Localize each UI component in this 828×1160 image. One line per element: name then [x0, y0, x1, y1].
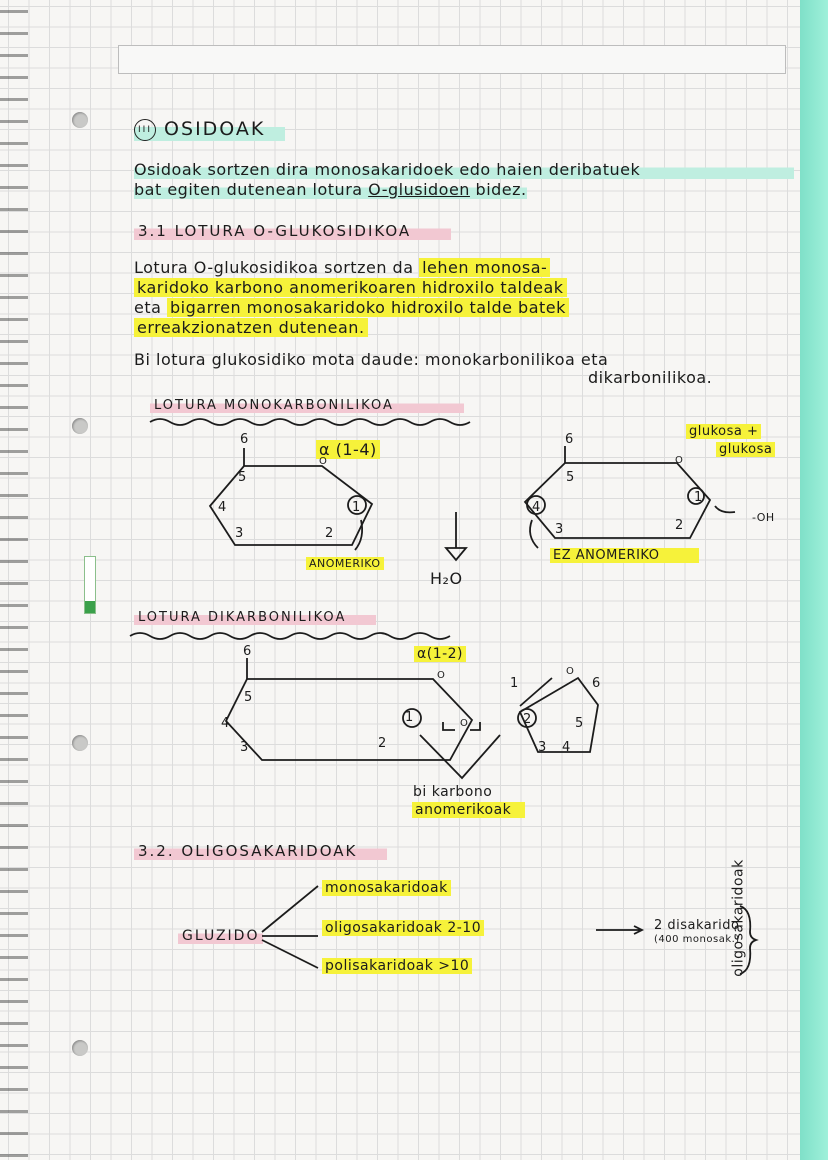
- ring-carbon-label: 2: [675, 518, 684, 533]
- arrow: [596, 926, 642, 934]
- mono-bond-label: α (1-4): [316, 440, 380, 459]
- ring-carbon-label: 3: [235, 526, 244, 541]
- ring-carbon-label: 2: [325, 526, 334, 541]
- oligosaccharide-side-label: oligosakaridoak: [730, 859, 747, 977]
- wavy-underline: [130, 633, 450, 639]
- ring-oxygen-label: O: [566, 666, 574, 677]
- brace: [740, 906, 756, 974]
- ring-carbon-label: 1: [405, 710, 414, 725]
- di-note-1: bi karbono: [413, 784, 493, 800]
- water-label: H₂O: [430, 569, 463, 588]
- para-highlight: karidoko karbono anomerikoaren hidroxilo taldeak: [134, 278, 567, 297]
- ring-carbon-label: 5: [566, 470, 575, 485]
- ring-carbon-label: 1: [694, 490, 703, 505]
- ring-carbon-label: 4: [532, 500, 541, 515]
- ring-carbon-label: 4: [221, 716, 230, 731]
- carbon-1-circle: [688, 488, 704, 504]
- ring-carbon-label: 4: [562, 740, 571, 755]
- hexagon-ring: [226, 679, 472, 760]
- ring-carbon-label: 3: [538, 740, 547, 755]
- anomeric-label: ANOMERIKO: [306, 557, 384, 570]
- mono-heading: LOTURA MONOKARBONILIKOA: [150, 398, 464, 413]
- ring-oxygen-label: O: [319, 456, 327, 467]
- di-note-2: anomerikoak: [412, 802, 525, 818]
- ring-carbon-label: 6: [592, 676, 601, 691]
- section-3-1-heading: 3.1 LOTURA O-GLUKOSIDIKOA: [134, 222, 451, 240]
- gluzido-root: GLUZIDO: [178, 928, 263, 944]
- ring-carbon-label: 5: [244, 690, 253, 705]
- intro-underlined-term: O-glusidoen: [368, 180, 470, 199]
- para-highlight: bigarren monosakaridoko hidroxilo talde batek: [167, 298, 569, 317]
- ring-carbon-label: 6: [565, 432, 574, 447]
- types-line-1: Bi lotura glukosidiko mota daude: monokarbonilikoa eta: [134, 350, 609, 369]
- ring-carbon-label: 6: [243, 644, 252, 659]
- para-text: Lotura O-glukosidikoa sortzen da: [134, 258, 414, 277]
- tree-branches: [262, 886, 318, 968]
- ring-carbon-label: 3: [240, 740, 249, 755]
- ring-carbon-label: 4: [218, 500, 227, 515]
- para-highlight: erreakzionatzen dutenean.: [134, 318, 368, 337]
- ring-carbon-label: 5: [575, 716, 584, 731]
- di-bond-label: α(1-2): [414, 646, 466, 662]
- ring-carbon-label: 1: [510, 676, 519, 691]
- ring-carbon-label: 2: [378, 736, 387, 751]
- types-line-2: dikarbonilikoa.: [588, 368, 713, 387]
- para-text: eta: [134, 298, 162, 317]
- ring-carbon-label: 2: [523, 712, 532, 727]
- intro-line-1: Osidoak sortzen dira monosakaridoek edo haien deribatuek: [134, 160, 794, 179]
- carbon-1-circle: [403, 709, 421, 727]
- bridge-oxygen-label: O: [460, 718, 468, 729]
- hydroxyl-label: -OH: [752, 511, 775, 524]
- di-heading: LOTURA DIKARBONILIKOA: [134, 610, 376, 625]
- ring-carbon-label: 5: [238, 470, 247, 485]
- furanose-ring: [520, 676, 601, 752]
- ring-carbon-label: 3: [555, 522, 564, 537]
- branch-monosaccharides: monosakaridoak: [322, 880, 451, 896]
- ring-oxygen-label: O: [437, 670, 445, 681]
- glucose-label-1: glukosa +: [686, 424, 761, 439]
- carbon-1-circle: [348, 496, 366, 514]
- intro-text-end: bidez.: [475, 180, 527, 199]
- title-text: OSIDOAK: [164, 118, 266, 140]
- section-3-2-heading: 3.2. OLIGOSAKARIDOAK: [134, 842, 387, 860]
- carbon-4-circle: [527, 496, 545, 514]
- ring-carbon-label: 1: [352, 500, 361, 515]
- disaccharide-subnote: (400 monosak.): [654, 934, 740, 945]
- branch-polysaccharides: polisakaridoak >10: [322, 958, 472, 974]
- glucose-label-2: glukosa: [716, 442, 775, 457]
- carbon-2-circle: [518, 709, 536, 727]
- para-highlight: lehen monosa-: [419, 258, 550, 277]
- intro-text: bat egiten dutenean lotura: [134, 180, 363, 199]
- roman-numeral-badge: III: [134, 119, 156, 141]
- disaccharide-note: 2 disakarido: [654, 918, 740, 933]
- wavy-underline: [150, 419, 470, 425]
- hexagon-ring: [525, 463, 710, 538]
- non-anomeric-label: EZ ANOMERIKO: [550, 548, 699, 563]
- branch-oligosaccharides: oligosakaridoak 2-10: [322, 920, 484, 936]
- ring-carbon-label: 6: [240, 432, 249, 447]
- ring-oxygen-label: O: [675, 455, 683, 466]
